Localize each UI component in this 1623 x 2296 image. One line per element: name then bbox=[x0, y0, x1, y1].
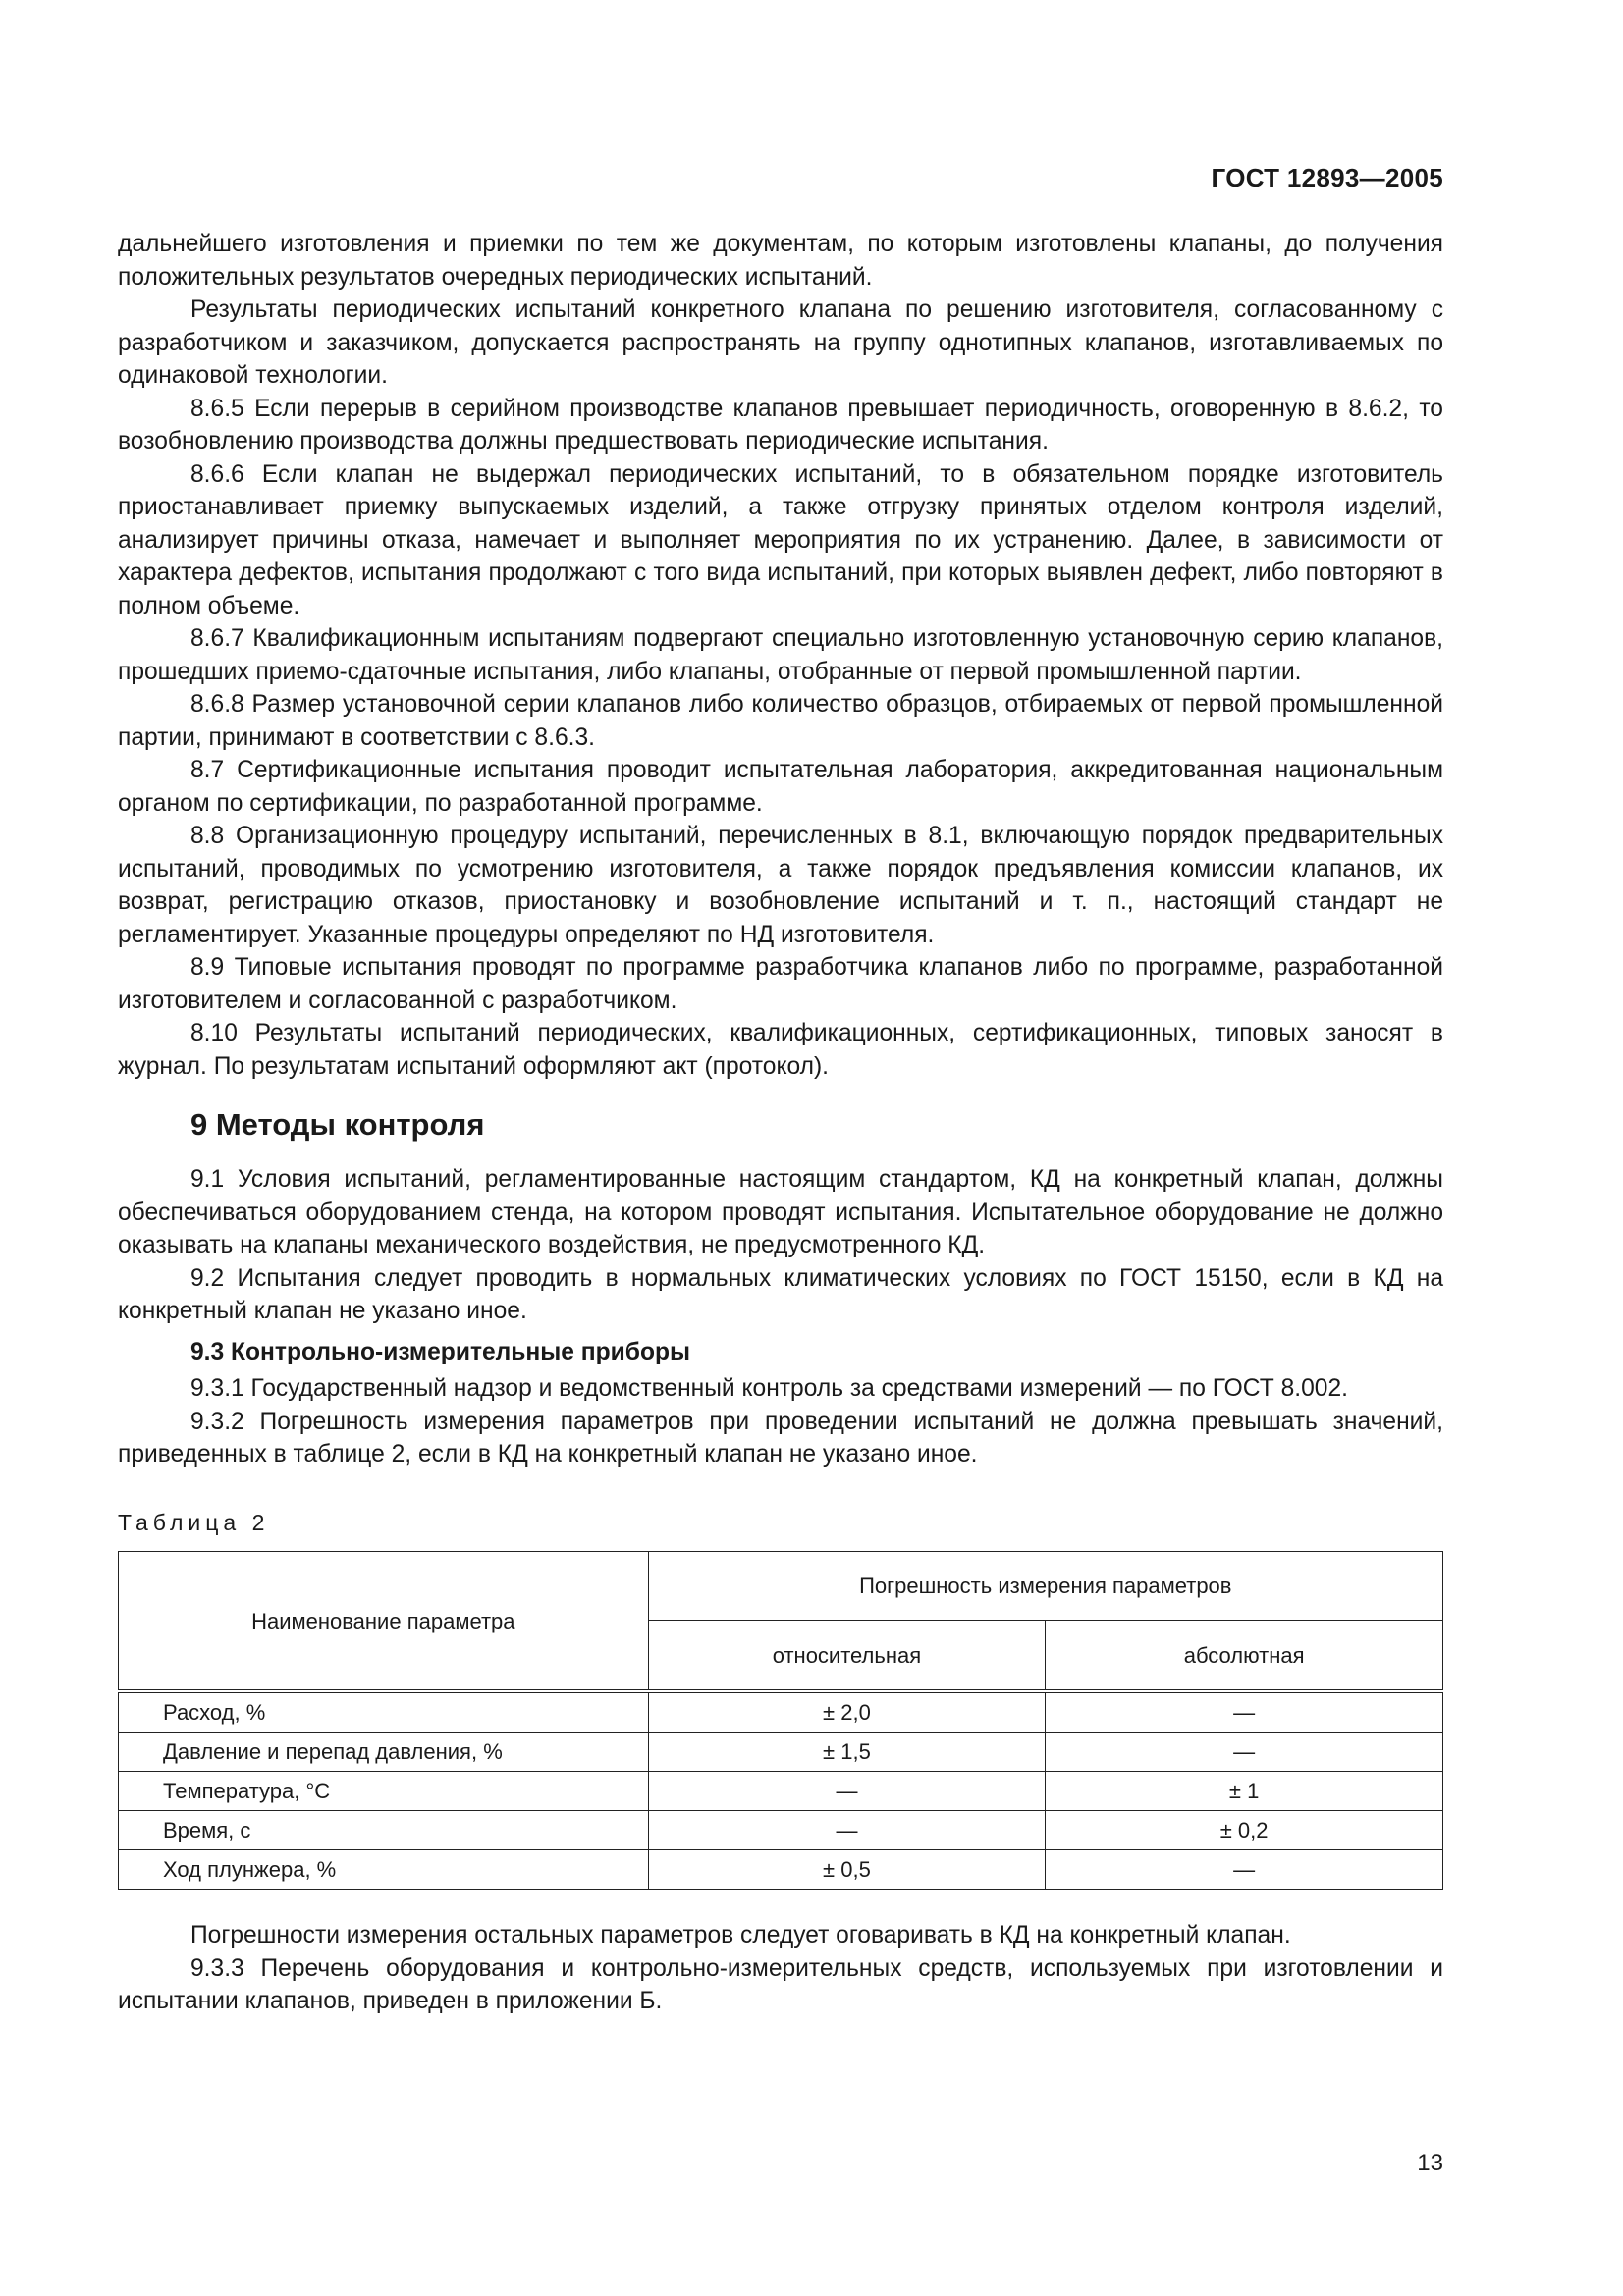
page-number: 13 bbox=[1417, 2150, 1443, 2176]
row-relative: — bbox=[648, 1811, 1046, 1850]
section-title: 9 Методы контроля bbox=[190, 1107, 485, 1142]
paragraph-9-2: 9.2 Испытания следует проводить в нормальных климатических условиях по ГОСТ 15150, если в КД на конкретный клапан не указано иное. bbox=[118, 1264, 1443, 1324]
paragraph: Результаты периодических испытаний конкретного клапана по решению изготовителя, согласованному с разработчиком и заказчиком, допускается распространять на группу однотипных клапанов, изготавливаемых по одинаковой технологии. bbox=[118, 296, 1443, 389]
header-error-group: Погрешность измерения параметров bbox=[648, 1552, 1442, 1621]
table-caption: Таблица 2 bbox=[118, 1509, 270, 1535]
paragraph-9-1: 9.1 Условия испытаний, регламентированные настоящим стандартом, КД на конкретный клапан, должны обеспечиваться оборудованием стенда, на котором проводят испытания. Испытательное оборудование не должно оказывать на клапаны механического воздействия, не предусмотренного КД. bbox=[118, 1166, 1443, 1258]
paragraph-8-9: 8.9 Типовые испытания проводят по программе разработчика клапанов либо по программе, разработанной изготовителем и согласованной с разработчиком. bbox=[118, 954, 1443, 1014]
paragraph-8-10: 8.10 Результаты испытаний периодических, квалификационных, сертификационных, типовых заносят в журнал. По результатам испытаний оформляют акт (протокол). bbox=[118, 1020, 1443, 1080]
header-absolute: абсолютная bbox=[1046, 1621, 1443, 1691]
measurement-error-table bbox=[118, 1551, 1443, 1890]
table-row bbox=[119, 1811, 1443, 1850]
paragraph-other-errors: Погрешности измерения остальных параметров следует оговаривать в КД на конкретный клапан. bbox=[190, 1922, 1291, 1949]
table-row bbox=[119, 1850, 1443, 1890]
table-header-row bbox=[119, 1552, 1443, 1621]
header-relative: относительная bbox=[648, 1621, 1046, 1691]
row-absolute: — bbox=[1046, 1850, 1443, 1890]
after-table-text bbox=[118, 1919, 1443, 2018]
row-relative: ± 2,0 bbox=[648, 1691, 1046, 1733]
table-row bbox=[119, 1733, 1443, 1772]
row-absolute: ± 0,2 bbox=[1046, 1811, 1443, 1850]
paragraph-9-3-3: 9.3.3 Перечень оборудования и контрольно-измерительных средств, используемых при изготовлении и испытании клапанов, приведен в приложении Б. bbox=[118, 1954, 1443, 2014]
row-name: Расход, % bbox=[119, 1691, 649, 1733]
row-relative: ± 0,5 bbox=[648, 1850, 1046, 1890]
row-relative: ± 1,5 bbox=[648, 1733, 1046, 1772]
paragraph-9-3-1: 9.3.1 Государственный надзор и ведомственный контроль за средствами измерений — по ГОСТ 8.002. bbox=[190, 1375, 1348, 1402]
table-row bbox=[119, 1691, 1443, 1733]
paragraph-8-6-7: 8.6.7 Квалификационным испытаниям подвергают специально изготовленную установочную серию клапанов, прошедших приемо-сдаточные испытания, либо клапаны, отобранные от первой промышленной партии. bbox=[118, 625, 1443, 685]
row-relative: — bbox=[648, 1772, 1046, 1811]
paragraph-8-6-6: 8.6.6 Если клапан не выдержал периодических испытаний, то в обязательном порядке изготовитель приостанавливает приемку выпускаемых изделий, а также отгрузку принятых отделом контроля изделий, анализирует причины отказа, намечает и выполняет мероприятия по их устранению. Далее, в зависимости от характера дефектов, испытания продолжают с того вида испытаний, при которых выявлен дефект, либо повторяют в полном объеме. bbox=[118, 460, 1443, 619]
row-absolute: ± 1 bbox=[1046, 1772, 1443, 1811]
row-name: Температура, °C bbox=[119, 1772, 649, 1811]
subsection-title: 9.3 Контрольно-измерительные приборы bbox=[190, 1338, 691, 1365]
table-row bbox=[119, 1772, 1443, 1811]
row-name: Время, с bbox=[119, 1811, 649, 1850]
paragraph-8-6-5: 8.6.5 Если перерыв в серийном производстве клапанов превышает периодичность, оговоренную в 8.6.2, то возобновлению производства должны предшествовать периодические испытания. bbox=[118, 395, 1443, 454]
paragraph-8-8: 8.8 Организационную процедуру испытаний, перечисленных в 8.1, включающую порядок предварительных испытаний, проводимых по усмотрению изготовителя, а также порядок предъявления комиссии клапанов, их возврат, регистрацию отказов, приостановку и возобновление испытаний и т. п., настоящий стандарт не регламентирует. Указанные процедуры определяют по НД изготовителя. bbox=[118, 823, 1443, 948]
page-content bbox=[118, 228, 1443, 2018]
paragraph-9-3-2: 9.3.2 Погрешность измерения параметров при проведении испытаний не должна превышать значений, приведенных в таблице 2, если в КД на конкретный клапан не указано иное. bbox=[118, 1408, 1443, 1468]
document-code: ГОСТ 12893—2005 bbox=[1211, 163, 1443, 192]
row-name: Ход плунжера, % bbox=[119, 1850, 649, 1890]
row-absolute: — bbox=[1046, 1691, 1443, 1733]
paragraph-8-6-8: 8.6.8 Размер установочной серии клапанов либо количество образцов, отбираемых от первой промышленной партии, принимают в соответствии с 8.6.3. bbox=[118, 691, 1443, 751]
row-name: Давление и перепад давления, % bbox=[119, 1733, 649, 1772]
row-absolute: — bbox=[1046, 1733, 1443, 1772]
header-parameter-name: Наименование параметра bbox=[119, 1552, 649, 1692]
paragraph-8-7: 8.7 Сертификационные испытания проводит испытательная лаборатория, аккредитованная национальным органом по сертификации, по разработанной программе. bbox=[118, 757, 1443, 817]
paragraph: дальнейшего изготовления и приемки по тем же документам, по которым изготовлены клапаны, до получения положительных результатов очередных периодических испытаний. bbox=[118, 231, 1443, 291]
